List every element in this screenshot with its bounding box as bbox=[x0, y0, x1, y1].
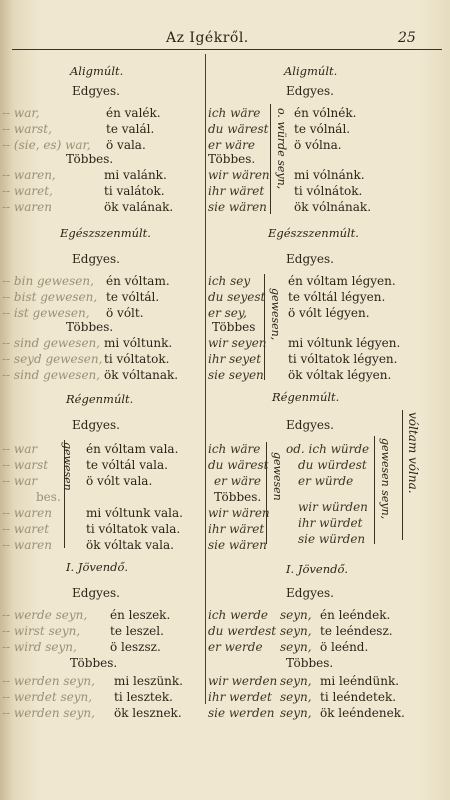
right-egesz-hu-1: én vóltam légyen. bbox=[288, 274, 396, 288]
left-egesz-de-2: -- bist gewesen, bbox=[2, 290, 98, 304]
left-aligmult-tobbes: Többes. bbox=[66, 152, 114, 166]
page-header bbox=[0, 30, 450, 50]
right-regen-vertical-2: gewesen seyn, bbox=[379, 438, 392, 520]
right-regen-de-6: sie wären bbox=[208, 538, 267, 552]
right-aligmult-de-5: ihr wäret bbox=[208, 184, 265, 198]
right-egesz-hu-3: ö vólt légyen. bbox=[288, 306, 370, 320]
right-aligmult-de-3: er wäre bbox=[208, 138, 255, 152]
right-jov-mid-6: seyn, bbox=[280, 706, 312, 720]
right-aligmult-hu-1: én vólnék. bbox=[294, 106, 357, 120]
left-aligmult-de-5: -- waret, bbox=[2, 184, 53, 198]
right-regen-vertical-1: gewesen bbox=[271, 452, 284, 501]
left-regen-de-1: -- war bbox=[2, 442, 38, 456]
running-title: Az Igékről. bbox=[166, 30, 249, 46]
left-egesz-hu-3: ö vólt. bbox=[106, 306, 144, 320]
left-aligmult-hu-2: te valál. bbox=[106, 122, 155, 136]
left-regen-hu-1: én vóltam vala. bbox=[86, 442, 179, 456]
left-regen-hu-4: mi vóltunk vala. bbox=[86, 506, 183, 520]
left-aligmult-de-6: -- waren bbox=[2, 200, 52, 214]
left-aligmult-hu-1: én valék. bbox=[106, 106, 161, 120]
right-aligmult-hu-5: ti vólnátok. bbox=[294, 184, 363, 198]
right-jov-de-1: ich werde bbox=[208, 608, 268, 622]
left-aligmult-de-4: -- waren, bbox=[2, 168, 56, 182]
right-jov-de-2: du werdest bbox=[208, 624, 277, 638]
left-egesz-hu-5: ti vóltatok. bbox=[104, 352, 170, 366]
right-jov-mid-1: seyn, bbox=[280, 608, 312, 622]
right-egesz-vertical: gewesen, bbox=[269, 288, 282, 341]
left-jov-tobbes: Többes. bbox=[70, 656, 118, 670]
left-jov-de-6: -- werden seyn, bbox=[2, 706, 95, 720]
right-regen-de-3: er wäre bbox=[214, 474, 261, 488]
right-egesz-hu-6: ök vóltak légyen. bbox=[288, 368, 392, 382]
left-jov-hu-6: ök lesznek. bbox=[114, 706, 182, 720]
left-aligmult-egyes: Edgyes. bbox=[72, 84, 120, 98]
left-jov-de-5: -- werdet seyn, bbox=[2, 690, 93, 704]
left-jov-hu-1: én leszek. bbox=[110, 608, 171, 622]
left-jov-egyes: Edgyes. bbox=[72, 586, 120, 600]
left-egesz-de-6: -- sind gewesen, bbox=[2, 368, 101, 382]
right-aligmult-tobbes: Többes. bbox=[208, 152, 256, 166]
right-jov-mid-3: seyn, bbox=[280, 640, 312, 654]
right-egesz-de-2: du seyest bbox=[208, 290, 266, 304]
left-aligmult-hu-5: ti valátok. bbox=[104, 184, 165, 198]
right-jov-egyes: Edgyes. bbox=[286, 586, 334, 600]
right-jov-de-3: er werde bbox=[208, 640, 263, 654]
right-regen-de-4: wir wären bbox=[208, 506, 270, 520]
header-rule bbox=[12, 49, 442, 50]
left-egesz-egyes: Edgyes. bbox=[72, 252, 120, 266]
right-aligmult-egyes: Edgyes. bbox=[286, 84, 334, 98]
right-regen-brace-2 bbox=[374, 436, 375, 544]
right-egesz-de-3: er sey, bbox=[208, 306, 247, 320]
right-egesz-hu-2: te vóltál légyen. bbox=[288, 290, 386, 304]
right-jov-hu-6: ök leéndenek. bbox=[320, 706, 405, 720]
right-regen-egyes: Edgyes. bbox=[286, 418, 334, 432]
right-egesz-brace bbox=[264, 274, 265, 380]
left-jov-hu-4: mi leszünk. bbox=[114, 674, 183, 688]
right-aligmult-vertical: o. würde seyn, bbox=[275, 108, 288, 190]
left-jov-hu-3: ö leszsz. bbox=[110, 640, 161, 654]
right-egesz-hu-5: ti vóltatok légyen. bbox=[288, 352, 398, 366]
column-divider bbox=[205, 54, 206, 704]
right-egesz-title: Egészszenmúlt. bbox=[268, 226, 359, 240]
right-jov-hu-1: én leéndek. bbox=[320, 608, 391, 622]
right-jov-de-6: sie werden bbox=[208, 706, 275, 720]
left-regen-hu-5: ti vóltatok vala. bbox=[86, 522, 181, 536]
left-regen-tobbes: bes. bbox=[36, 490, 61, 504]
left-regen-title: Régenmúlt. bbox=[66, 392, 134, 406]
right-aligmult-brace bbox=[270, 104, 271, 214]
right-regen-mid-1: od. ich würde bbox=[286, 442, 370, 456]
right-jov-mid-2: seyn, bbox=[280, 624, 312, 638]
left-egesz-de-3: -- ist gewesen, bbox=[2, 306, 90, 320]
right-jov-de-4: wir werden bbox=[208, 674, 278, 688]
right-regen-brace-3 bbox=[402, 410, 403, 540]
left-jov-title: I. Jövendő. bbox=[66, 560, 129, 574]
right-jov-title: I. Jövendő. bbox=[286, 562, 349, 576]
left-egesz-de-1: -- bin gewesen, bbox=[2, 274, 94, 288]
right-jov-hu-2: te leéndesz. bbox=[320, 624, 393, 638]
right-egesz-egyes: Edgyes. bbox=[286, 252, 334, 266]
left-jov-de-1: -- werde seyn, bbox=[2, 608, 88, 622]
left-regen-vertical: gewesen bbox=[61, 442, 74, 491]
left-regen-de-5: -- waret bbox=[2, 522, 50, 536]
left-regen-de-6: -- waren bbox=[2, 538, 52, 552]
right-regen-vertical-3: vóltam vólna. bbox=[406, 412, 420, 494]
left-aligmult-title: Aligmúlt. bbox=[70, 64, 124, 78]
right-egesz-hu-4: mi vóltunk légyen. bbox=[288, 336, 401, 350]
right-egesz-tobbes: Többes bbox=[212, 320, 256, 334]
right-aligmult-hu-6: ök vólnának. bbox=[294, 200, 372, 214]
left-egesz-title: Egészszenmúlt. bbox=[60, 226, 151, 240]
right-regen-de-2: du wärest bbox=[208, 458, 269, 472]
left-jov-de-3: -- wird seyn, bbox=[2, 640, 77, 654]
right-regen-mid-4: wir würden bbox=[298, 500, 368, 514]
right-regen-title: Régenmúlt. bbox=[272, 390, 340, 404]
right-regen-mid-5: ihr würdet bbox=[298, 516, 363, 530]
left-regen-egyes: Edgyes. bbox=[72, 418, 120, 432]
right-egesz-de-1: ich sey bbox=[208, 274, 251, 288]
right-aligmult-de-1: ich wäre bbox=[208, 106, 261, 120]
left-regen-de-2: -- warst bbox=[2, 458, 49, 472]
left-jov-de-4: -- werden seyn, bbox=[2, 674, 95, 688]
left-egesz-hu-2: te vóltál. bbox=[106, 290, 160, 304]
right-regen-de-1: ich wäre bbox=[208, 442, 261, 456]
left-aligmult-hu-6: ök valának. bbox=[104, 200, 174, 214]
left-egesz-de-5: -- seyd gewesen, bbox=[2, 352, 103, 366]
right-regen-mid-2: du würdest bbox=[298, 458, 367, 472]
left-egesz-de-4: -- sind gewesen, bbox=[2, 336, 101, 350]
right-aligmult-hu-2: te vólnál. bbox=[294, 122, 351, 136]
right-aligmult-hu-3: ö vólna. bbox=[294, 138, 342, 152]
left-egesz-hu-6: ök vóltanak. bbox=[104, 368, 179, 382]
left-regen-de-3: -- war bbox=[2, 474, 38, 488]
left-egesz-hu-1: én vóltam. bbox=[106, 274, 170, 288]
left-aligmult-de-2: -- warst, bbox=[2, 122, 52, 136]
left-regen-hu-3: ö vólt vala. bbox=[86, 474, 153, 488]
right-jov-hu-3: ö leénd. bbox=[320, 640, 369, 654]
left-aligmult-hu-4: mi valánk. bbox=[104, 168, 167, 182]
right-jov-hu-5: ti leéndetek. bbox=[320, 690, 397, 704]
page-number: 25 bbox=[398, 30, 416, 46]
left-regen-hu-6: ök vóltak vala. bbox=[86, 538, 174, 552]
right-jov-mid-4: seyn, bbox=[280, 674, 312, 688]
right-egesz-de-4: wir seyen bbox=[208, 336, 267, 350]
right-jov-hu-4: mi leéndünk. bbox=[320, 674, 400, 688]
right-jov-mid-5: seyn, bbox=[280, 690, 312, 704]
left-regen-hu-2: te vóltál vala. bbox=[86, 458, 168, 472]
right-regen-de-5: ihr wäret bbox=[208, 522, 265, 536]
right-aligmult-hu-4: mi vólnánk. bbox=[294, 168, 365, 182]
left-egesz-tobbes: Többes. bbox=[66, 320, 114, 334]
left-aligmult-de-3: -- (sie, es) war, bbox=[2, 138, 91, 152]
left-jov-hu-5: ti lesztek. bbox=[114, 690, 173, 704]
left-egesz-hu-4: mi vóltunk. bbox=[104, 336, 173, 350]
right-jov-tobbes: Többes. bbox=[286, 656, 334, 670]
right-egesz-de-6: sie seyen bbox=[208, 368, 264, 382]
right-regen-mid-6: sie würden bbox=[298, 532, 366, 546]
right-jov-de-5: ihr werdet bbox=[208, 690, 272, 704]
right-aligmult-de-2: du wärest bbox=[208, 122, 269, 136]
right-aligmult-de-4: wir wären bbox=[208, 168, 270, 182]
left-aligmult-hu-3: ö vala. bbox=[106, 138, 146, 152]
left-jov-hu-2: te leszel. bbox=[110, 624, 164, 638]
right-regen-mid-3: er würde bbox=[298, 474, 354, 488]
right-egesz-de-5: ihr seyet bbox=[208, 352, 262, 366]
right-aligmult-title: Aligmúlt. bbox=[284, 64, 338, 78]
left-aligmult-de-1: -- war, bbox=[2, 106, 40, 120]
right-regen-tobbes: Többes. bbox=[214, 490, 262, 504]
left-jov-de-2: -- wirst seyn, bbox=[2, 624, 81, 638]
right-regen-brace-1 bbox=[266, 442, 267, 544]
left-regen-de-4: -- waren bbox=[2, 506, 52, 520]
right-aligmult-de-6: sie wären bbox=[208, 200, 267, 214]
